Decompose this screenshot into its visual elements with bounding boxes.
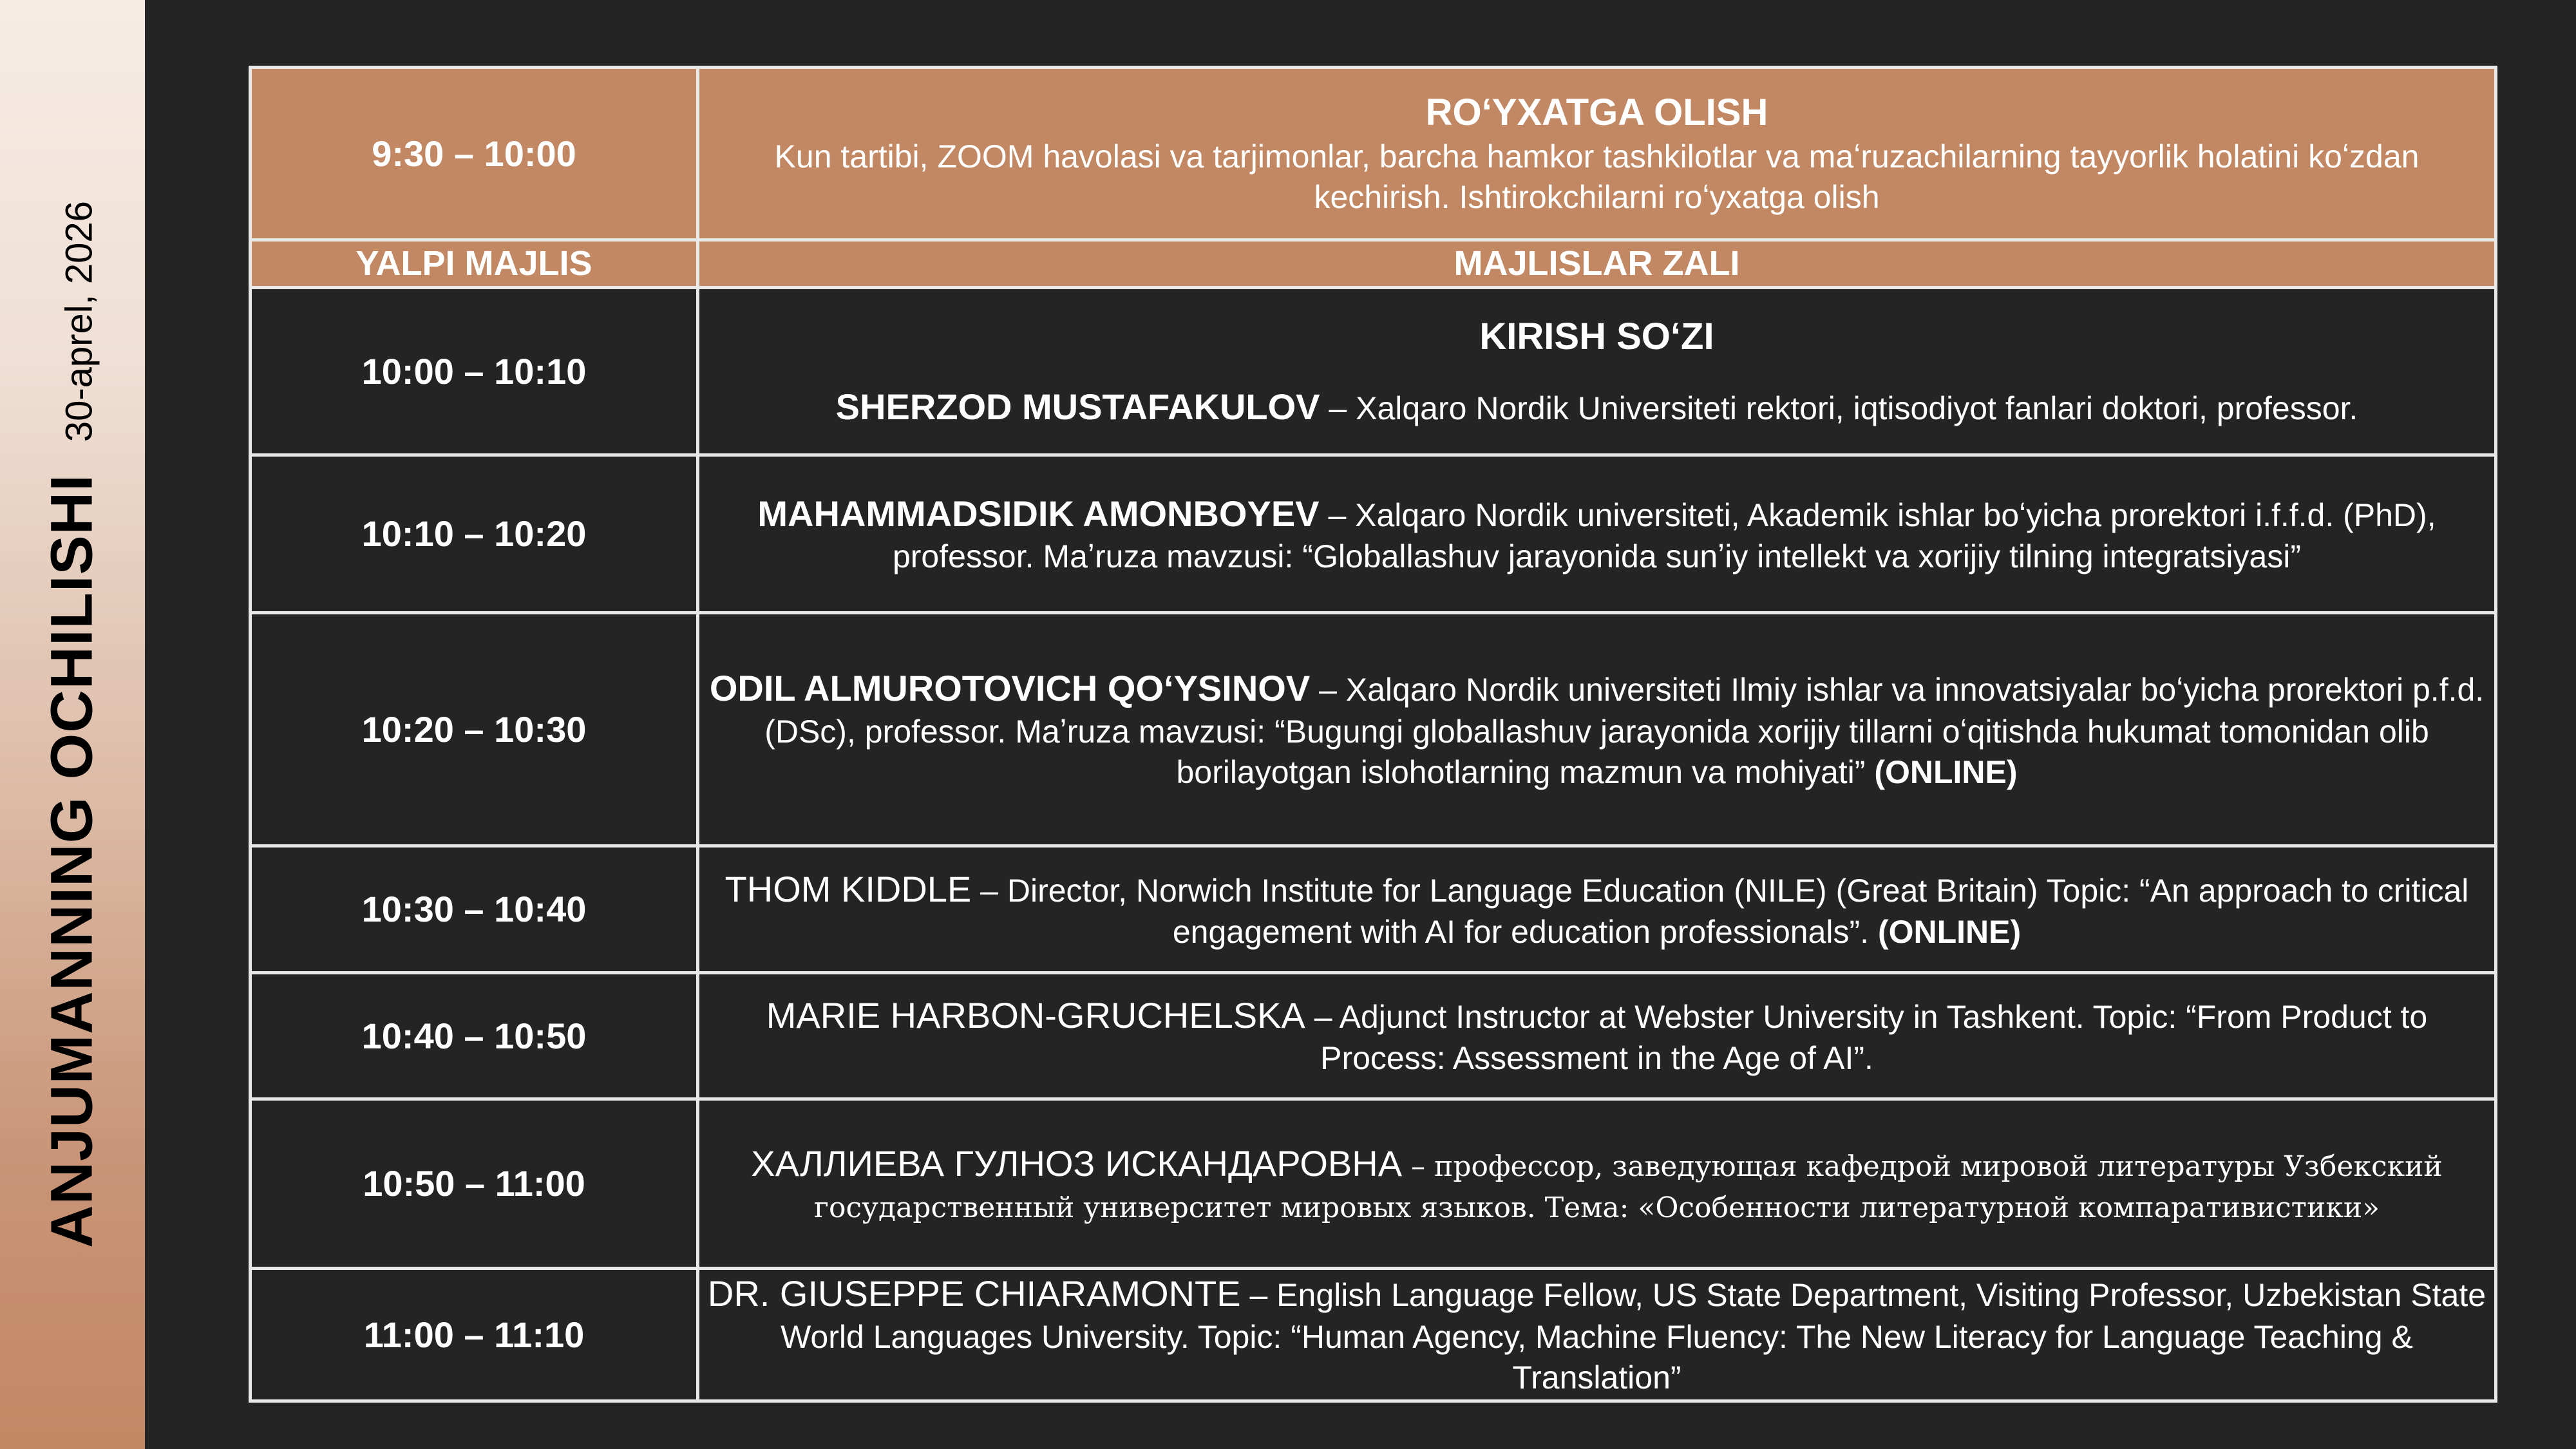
speaker-cell bbox=[698, 1269, 2496, 1401]
speaker-info: – Adjunct Instructor at Webster University in Tashkent. Topic: “From Product to Process: Assessment in the Age of AI”. bbox=[1305, 999, 2428, 1077]
time-cell: 9:30 – 10:00 bbox=[251, 68, 698, 240]
sidebar-title-group bbox=[39, 201, 106, 1248]
table-row bbox=[251, 455, 2496, 613]
header-left: YALPI MAJLIS bbox=[251, 240, 698, 288]
speaker-cell bbox=[698, 613, 2496, 846]
speaker-cell bbox=[698, 846, 2496, 973]
section-header-row bbox=[251, 240, 2496, 288]
table-row bbox=[251, 1269, 2496, 1401]
speaker-name: THOM KIDDLE bbox=[724, 868, 972, 909]
speaker-info: – Xalqaro Nordik Universiteti rektori, iqtisodiyot fanlari doktori, professor. bbox=[1320, 390, 2358, 426]
speaker-cell bbox=[698, 973, 2496, 1099]
speaker-cell bbox=[698, 455, 2496, 613]
time-cell: 10:20 – 10:30 bbox=[251, 613, 698, 846]
session-date: 30-aprel, 2026 bbox=[58, 201, 100, 442]
speaker-name: ХАЛЛИЕВА ГУЛНОЗ ИСКАНДАРОВНА bbox=[751, 1142, 1403, 1184]
speaker-name: SHERZOD MUSTAFAKULOV bbox=[835, 386, 1320, 427]
speaker-name: MAHAMMADSIDIK AMONBOYEV bbox=[757, 493, 1320, 534]
registration-row bbox=[251, 68, 2496, 240]
speaker-info: – профессор, заведующая кафедрой мировой литературы Узбекский государственный университет мировых языков. Тема: «Особенности литературной компаративистики» bbox=[813, 1150, 2443, 1224]
table-row bbox=[251, 973, 2496, 1099]
time-cell: 10:40 – 10:50 bbox=[251, 973, 698, 1099]
agenda-table bbox=[249, 66, 2497, 1403]
speaker-name: ODIL ALMUROTOVICH QOʻYSINOV bbox=[709, 668, 1311, 709]
time-cell: 10:00 – 10:10 bbox=[251, 288, 698, 455]
table-row bbox=[251, 846, 2496, 973]
sidebar-banner bbox=[0, 0, 145, 1449]
time-cell: 10:10 – 10:20 bbox=[251, 455, 698, 613]
speaker-cell bbox=[698, 1099, 2496, 1269]
registration-text: Kun tartibi, ZOOM havolasi va tarjimonlar, barcha hamkor tashkilotlar va maʻruzachilarning tayyorlik holatini koʻzdan kechirish. Ishtirokchilarni roʻyxatga olish bbox=[774, 138, 2420, 216]
online-badge: (ONLINE) bbox=[1877, 913, 2022, 950]
speaker-name: DR. GIUSEPPE CHIARAMONTE bbox=[707, 1273, 1241, 1314]
table-row bbox=[251, 613, 2496, 846]
table-row bbox=[251, 288, 2496, 455]
time-cell: 11:00 – 11:10 bbox=[251, 1269, 698, 1401]
speaker-info: – Director, Norwich Institute for Language Education (NILE) (Great Britain) Topic: “An approach to critical engagement with AI for education professionals”. bbox=[971, 872, 2469, 950]
speaker-info: – Xalqaro Nordik universiteti, Akademik ishlar boʻyicha prorektori i.f.f.d. (PhD), professor. Maʼruza mavzusi: “Globallashuv jarayonida sunʼiy intellekt va xorijiy tilning integratsiyasi” bbox=[892, 497, 2436, 574]
registration-cell bbox=[698, 68, 2496, 240]
speaker-info: – Xalqaro Nordik universiteti Ilmiy ishlar va innovatsiyalar boʻyicha prorektori p.f.d. (DSc), professor. Maʼruza mavzusi: “Bugungi globallashuv jarayonida xorijiy tillarni oʻqitishda hukumat tomonidan olib borilayotgan islohotlarning mazmun va mohiyati” bbox=[764, 672, 2485, 791]
speaker-name: MARIE HARBON-GRUCHELSKA bbox=[766, 995, 1305, 1036]
speaker-cell bbox=[698, 288, 2496, 455]
header-right: MAJLISLAR ZALI bbox=[698, 240, 2496, 288]
row-heading: KIRISH SOʻZI bbox=[1479, 316, 1714, 358]
time-cell: 10:30 – 10:40 bbox=[251, 846, 698, 973]
table-row bbox=[251, 1099, 2496, 1269]
registration-title: ROʻYXATGA OLISH bbox=[1425, 91, 1768, 134]
time-cell: 10:50 – 11:00 bbox=[251, 1099, 698, 1269]
speaker-info: – English Language Fellow, US State Department, Visiting Professor, Uzbekistan State World Languages University. Topic: “Human Agency, Machine Fluency: The New Literacy for Language Teaching & Translation” bbox=[781, 1277, 2486, 1396]
session-title: ANJUMANNING OCHILISHI bbox=[39, 474, 105, 1248]
online-badge: (ONLINE) bbox=[1874, 754, 2018, 791]
